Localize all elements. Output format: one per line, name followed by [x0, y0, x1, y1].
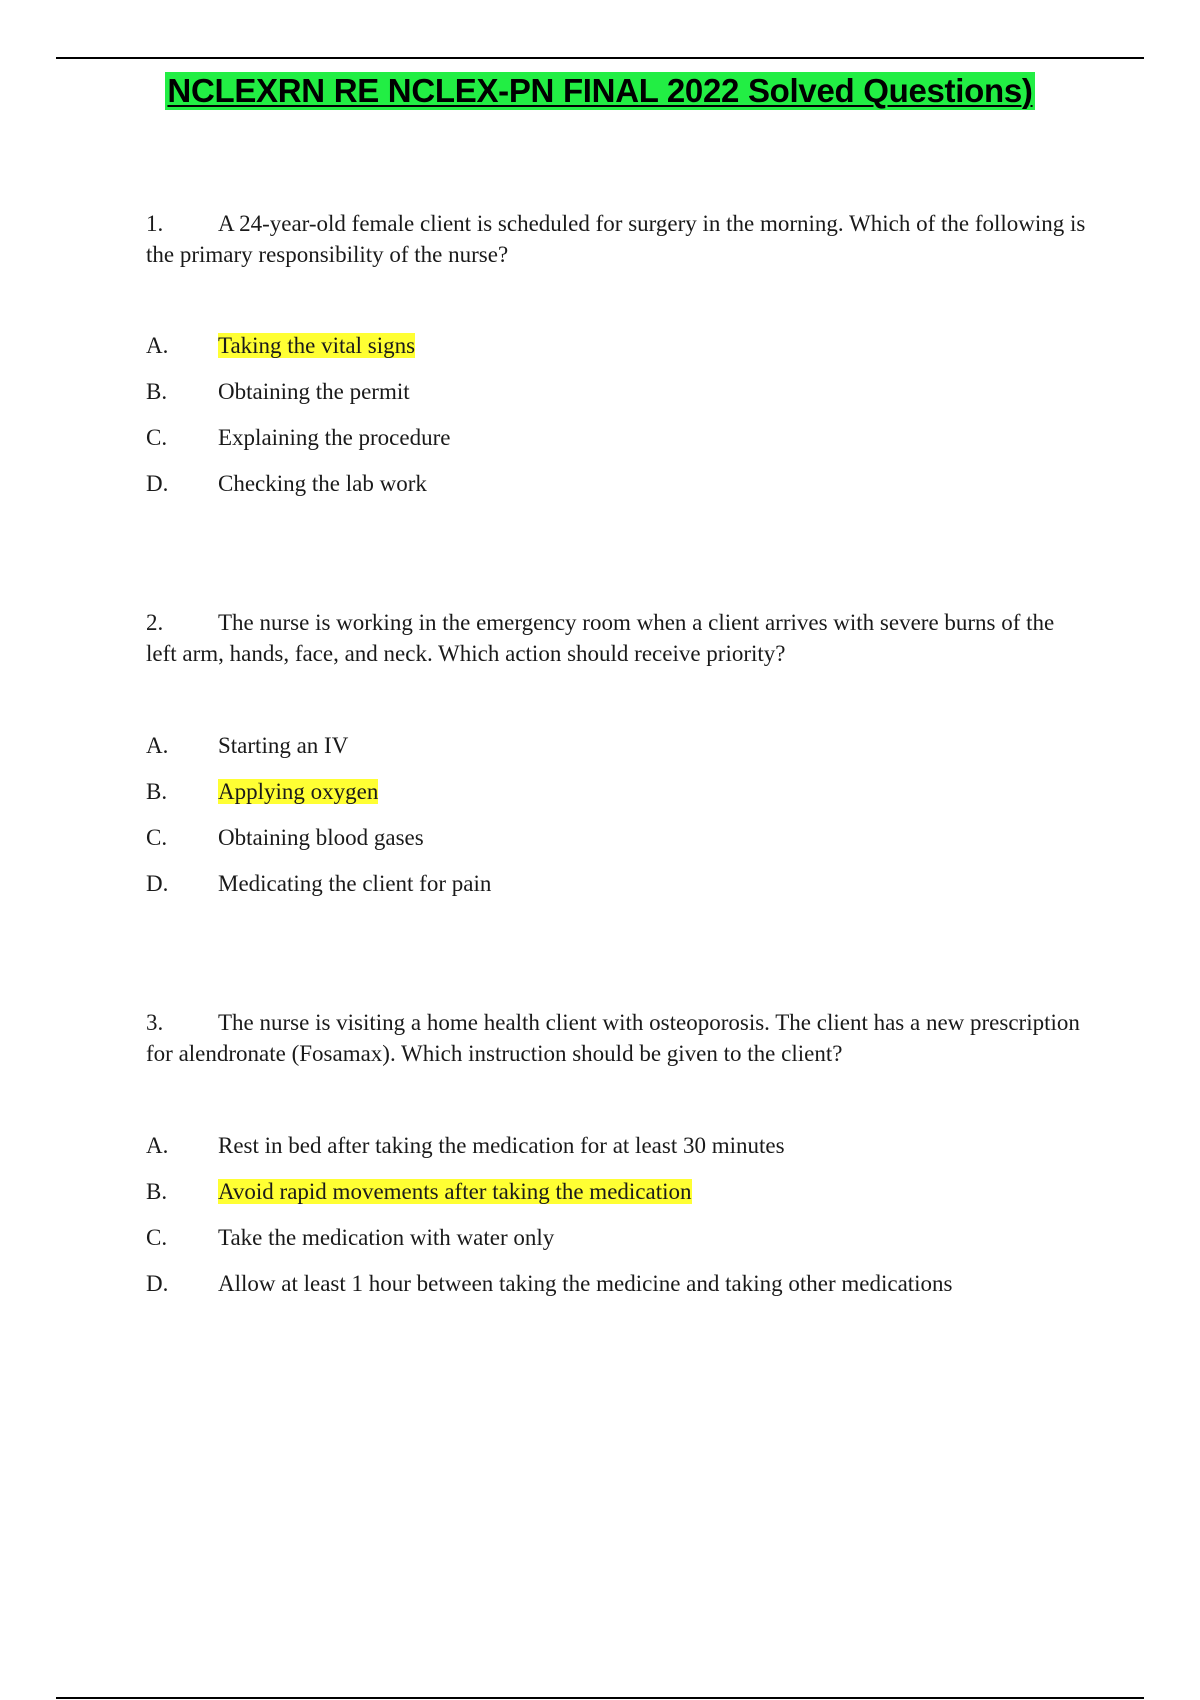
option-text: Taking the vital signs	[218, 333, 416, 358]
option-c[interactable]	[146, 422, 1146, 468]
bottom-rule	[56, 1697, 1144, 1699]
option-text: Starting an IV	[218, 733, 349, 758]
option-letter: B.	[146, 379, 168, 404]
option-text: Medicating the client for pain	[218, 871, 492, 896]
option-a[interactable]	[146, 1130, 1146, 1176]
question-3	[146, 1007, 1086, 1069]
title-bar	[0, 72, 1200, 110]
question-2	[146, 607, 1086, 669]
question-number: 3.	[146, 1010, 164, 1035]
option-text: Allow at least 1 hour between taking the medicine and taking other medications	[218, 1271, 953, 1296]
option-letter: C.	[146, 425, 168, 450]
option-text: Rest in bed after taking the medication for at least 30 minutes	[218, 1133, 785, 1158]
option-letter: A.	[146, 1133, 169, 1158]
question-1	[146, 208, 1086, 270]
option-text: Checking the lab work	[218, 471, 427, 496]
option-b[interactable]	[146, 776, 1146, 822]
question-number: 1.	[146, 211, 164, 236]
option-c[interactable]	[146, 1222, 1146, 1268]
option-text: Take the medication with water only	[218, 1225, 555, 1250]
options-list-2	[146, 730, 1146, 914]
option-letter: D.	[146, 1271, 169, 1296]
option-letter: A.	[146, 333, 169, 358]
options-list-3	[146, 1130, 1146, 1314]
question-text: The nurse is visiting a home health client with osteoporosis. The client has a new prescription for alendronate (Fosamax). Which instruction should be given to the client?	[146, 1010, 1080, 1066]
options-list-1	[146, 330, 1146, 514]
option-d[interactable]	[146, 868, 1146, 914]
option-text: Explaining the procedure	[218, 425, 451, 450]
option-text: Obtaining the permit	[218, 379, 410, 404]
option-letter: B.	[146, 1179, 168, 1204]
question-stem	[146, 607, 1086, 669]
option-a[interactable]	[146, 330, 1146, 376]
option-d[interactable]	[146, 468, 1146, 514]
question-stem	[146, 208, 1086, 270]
option-letter: B.	[146, 779, 168, 804]
question-text: A 24-year-old female client is scheduled for surgery in the morning. Which of the following is the primary responsibility of the nurse?	[146, 211, 1086, 267]
option-a[interactable]	[146, 730, 1146, 776]
option-text: Applying oxygen	[218, 779, 379, 804]
question-text: The nurse is working in the emergency room when a client arrives with severe burns of the left arm, hands, face, and neck. Which action should receive priority?	[146, 610, 1055, 666]
option-b[interactable]	[146, 1176, 1146, 1222]
option-letter: C.	[146, 1225, 168, 1250]
option-c[interactable]	[146, 822, 1146, 868]
question-number: 2.	[146, 610, 164, 635]
option-letter: D.	[146, 871, 169, 896]
top-rule	[56, 57, 1144, 59]
document-title: NCLEXRN RE NCLEX-PN FINAL 2022 Solved Questions)	[167, 72, 1033, 109]
option-b[interactable]	[146, 376, 1146, 422]
option-d[interactable]	[146, 1268, 1146, 1314]
question-stem	[146, 1007, 1086, 1069]
option-letter: A.	[146, 733, 169, 758]
option-text: Avoid rapid movements after taking the medication	[218, 1179, 692, 1204]
option-letter: C.	[146, 825, 168, 850]
option-text: Obtaining blood gases	[218, 825, 424, 850]
option-letter: D.	[146, 471, 169, 496]
